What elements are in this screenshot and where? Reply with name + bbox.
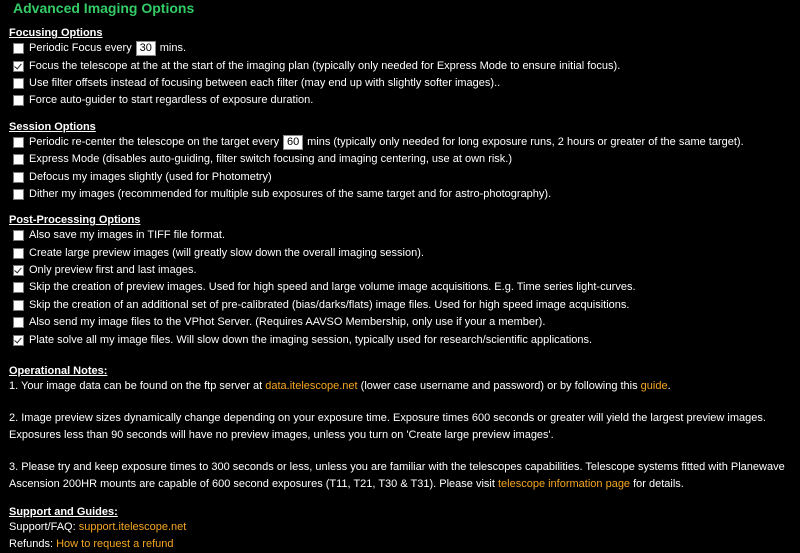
recenter-option bbox=[9, 134, 794, 151]
session-checkbox[interactable] bbox=[13, 172, 24, 183]
post-processing-label: Also save my images in TIFF file format. bbox=[29, 229, 226, 242]
note-1-text-a: 1. Your image data can be found on the ftp server at bbox=[9, 379, 266, 392]
periodic-focus-option bbox=[9, 40, 794, 57]
session-option bbox=[9, 168, 794, 185]
post-processing-checkbox[interactable] bbox=[13, 265, 24, 276]
advanced-imaging-options bbox=[9, 0, 794, 552]
post-processing-option bbox=[9, 245, 794, 262]
focusing-checkbox[interactable] bbox=[13, 61, 24, 72]
guide-link[interactable]: guide bbox=[640, 379, 668, 392]
session-label: Dither my images (recommended for multiple sub exposures of the same target and for astro-photography). bbox=[29, 187, 552, 200]
post-processing-options-list bbox=[9, 227, 794, 349]
operational-notes-title: Operational Notes: bbox=[9, 364, 108, 377]
periodic-focus-unit: mins. bbox=[159, 42, 186, 55]
post-processing-option bbox=[9, 331, 794, 348]
post-processing-label: Plate solve all my image files. Will slow down the imaging session, typically used for research/scientific applications. bbox=[29, 333, 593, 346]
focusing-label: Focus the telescope at the at the start of the imaging plan (typically only needed for Express Mode to ensure initial focus). bbox=[29, 59, 621, 72]
note-1-text-c: . bbox=[667, 379, 671, 392]
focusing-checkbox[interactable] bbox=[13, 95, 24, 106]
session-options-title: Session Options bbox=[9, 120, 96, 133]
post-processing-label: Skip the creation of preview images. Used for high speed and large volume image acquisitions. E.g. Time series light-curves. bbox=[29, 281, 636, 294]
post-processing-checkbox[interactable] bbox=[13, 335, 24, 346]
post-processing-option bbox=[9, 314, 794, 331]
note-2 bbox=[9, 410, 794, 443]
page-title: Advanced Imaging Options bbox=[13, 0, 195, 16]
session-options-list bbox=[9, 151, 794, 203]
post-processing-checkbox[interactable] bbox=[13, 230, 24, 241]
recenter-checkbox[interactable] bbox=[13, 137, 24, 148]
session-checkbox[interactable] bbox=[13, 189, 24, 200]
focusing-option bbox=[9, 57, 794, 74]
note-1-text-b: (lower case username and password) or by following this bbox=[357, 379, 641, 392]
recenter-label: Periodic re-center the telescope on the target every bbox=[29, 135, 280, 148]
post-processing-option bbox=[9, 297, 794, 314]
ftp-server-link[interactable]: data.itelescope.net bbox=[265, 379, 358, 392]
support-faq-link[interactable]: support.itelescope.net bbox=[78, 521, 187, 534]
note-3-line-1: 3. Please try and keep exposure times to 300 seconds or less, unless you are familiar with the telescopes capabilities. Telescope systems fitted with Planewave bbox=[9, 461, 785, 474]
post-processing-label: Create large preview images (will greatly slow down the overall imaging session). bbox=[29, 246, 424, 259]
focusing-options-title: Focusing Options bbox=[9, 27, 103, 39]
support-faq-line bbox=[9, 519, 794, 536]
post-processing-label: Skip the creation of an additional set of pre-calibrated (bias/darks/flats) image files. Used for high speed image acquisitions. bbox=[29, 298, 630, 311]
post-processing-checkbox[interactable] bbox=[13, 300, 24, 311]
refunds-line bbox=[9, 536, 794, 553]
session-label: Express Mode (disables auto-guiding, filter switch focusing and imaging centering, use at own risk.) bbox=[29, 153, 513, 166]
periodic-focus-label: Periodic Focus every bbox=[29, 42, 132, 55]
note-3-line-2b: for details. bbox=[630, 477, 684, 490]
recenter-unit: mins (typically only needed for long exposure runs, 2 hours or greater of the same target). bbox=[307, 135, 744, 148]
periodic-focus-minutes-input[interactable]: 30 bbox=[136, 41, 156, 56]
focusing-options-list bbox=[9, 57, 794, 109]
support-guides-title: Support and Guides: bbox=[9, 506, 118, 519]
recenter-minutes-input[interactable]: 60 bbox=[283, 135, 303, 150]
periodic-focus-checkbox[interactable] bbox=[13, 43, 24, 54]
session-label: Defocus my images slightly (used for Photometry) bbox=[29, 170, 272, 183]
telescope-information-link[interactable]: telescope information page bbox=[497, 477, 631, 490]
post-processing-checkbox[interactable] bbox=[13, 282, 24, 293]
note-3 bbox=[9, 459, 794, 492]
focusing-label: Force auto-guider to start regardless of exposure duration. bbox=[29, 94, 314, 107]
note-2-line-2: Exposures less than 90 seconds will have no preview images, unless you turn on 'Create large preview images'. bbox=[9, 428, 554, 441]
post-processing-checkbox[interactable] bbox=[13, 317, 24, 328]
session-option bbox=[9, 186, 794, 203]
refunds-link[interactable]: How to request a refund bbox=[56, 537, 174, 550]
focusing-label: Use filter offsets instead of focusing between each filter (may end up with slightly softer images).. bbox=[29, 76, 501, 89]
session-checkbox[interactable] bbox=[13, 154, 24, 165]
note-1 bbox=[9, 378, 794, 395]
post-processing-checkbox[interactable] bbox=[13, 248, 24, 259]
support-faq-label: Support/FAQ: bbox=[9, 521, 79, 534]
post-processing-option bbox=[9, 227, 794, 244]
focusing-option bbox=[9, 92, 794, 109]
post-processing-option bbox=[9, 262, 794, 279]
post-processing-option bbox=[9, 279, 794, 296]
focusing-option bbox=[9, 75, 794, 92]
post-processing-options-title: Post-Processing Options bbox=[9, 214, 141, 227]
focusing-checkbox[interactable] bbox=[13, 78, 24, 89]
refunds-label: Refunds: bbox=[9, 537, 57, 550]
post-processing-label: Only preview first and last images. bbox=[29, 264, 197, 277]
post-processing-label: Also send my image files to the VPhot Server. (Requires AAVSO Membership, only use if your a member). bbox=[29, 316, 546, 329]
note-2-line-1: 2. Image preview sizes dynamically change depending on your exposure time. Exposure times 600 seconds or greater will yield the largest preview images. bbox=[9, 412, 766, 425]
note-3-line-2a: Ascension 200HR mounts are capable of 600 second exposures (T11, T21, T30 & T31). Please visit bbox=[9, 477, 498, 490]
session-option bbox=[9, 151, 794, 168]
